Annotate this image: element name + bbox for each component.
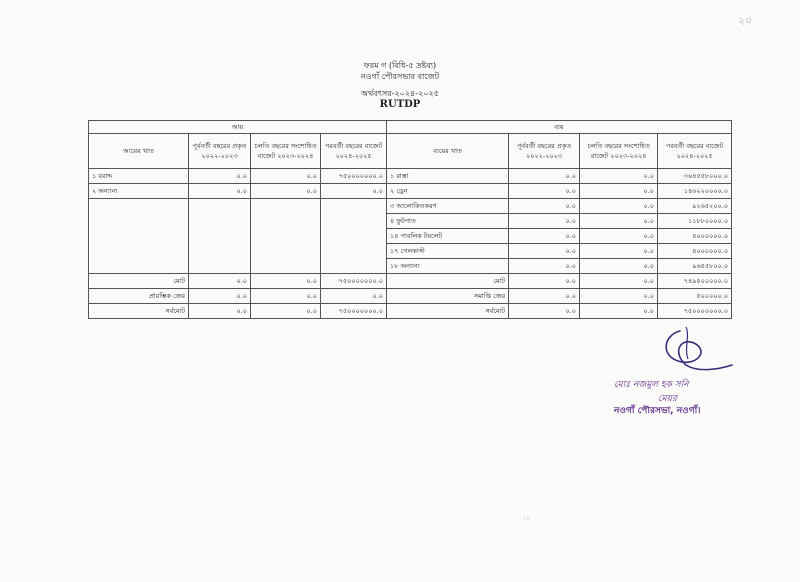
income-next-value: ৭৫০০০০০০০.০ xyxy=(321,274,387,289)
income-prev-value: ০.০ xyxy=(189,289,251,304)
expense-next-value: ৯৬৫৫৮০০.০ xyxy=(658,259,732,274)
mayor-office: নওগাঁ পৌরসভা, নওগাঁ। xyxy=(614,406,701,416)
expense-curr-value: ০.০ xyxy=(580,289,658,304)
expense-prev-value: ০.০ xyxy=(509,229,580,244)
income-item: ২ অন্যান্য xyxy=(89,184,189,199)
expense-section-header: ব্যয় xyxy=(387,121,732,134)
expense-item: ১৪ পাবলিক টয়লেট xyxy=(387,229,509,244)
table-row xyxy=(89,199,732,214)
income-next-budget-column: পরবর্তী বছরের বাজেট ২০২৪-২০২৫ xyxy=(321,134,387,169)
expense-next-value: ৭৪৯৫০০০০০.০ xyxy=(658,274,732,289)
mayor-signature-block xyxy=(610,325,780,415)
fiscal-year: অর্থবৎসর-২০২৪-২০২৫ xyxy=(361,89,439,98)
project-code: RUTDP xyxy=(379,99,421,110)
income-next-value: ০.০ xyxy=(321,289,387,304)
expense-next-value: ৯২৬৫২০০.০ xyxy=(658,199,732,214)
expense-curr-value: ০.০ xyxy=(580,229,658,244)
income-curr-value: ০.০ xyxy=(251,184,321,199)
expense-summary-label: সমাপ্তি জের xyxy=(387,289,509,304)
expense-item: ৩ আলোকিতকরণ xyxy=(387,199,509,214)
income-curr-value: ০.০ xyxy=(251,274,321,289)
signature-scribble xyxy=(650,325,740,375)
expense-next-value: ১১৮৮০০০০.০ xyxy=(658,214,732,229)
expense-prev-value: ০.০ xyxy=(509,274,580,289)
municipality-budget-title: নওগাঁ পৌরসভার বাজেট xyxy=(360,72,440,81)
mayor-title: মেয়র xyxy=(658,394,677,404)
income-summary-label: মোট xyxy=(89,274,189,289)
income-prev-value: ০.০ xyxy=(189,184,251,199)
income-head-column: আয়ের খাত xyxy=(89,134,189,169)
income-curr-value: ০.০ xyxy=(251,169,321,184)
faint-page-mark: ২৮ xyxy=(522,514,532,522)
income-prev-empty xyxy=(189,199,251,274)
expense-prev-value: ০.০ xyxy=(509,199,580,214)
expense-curr-value: ০.০ xyxy=(580,199,658,214)
expense-next-value: ৪০০০০০০.০ xyxy=(658,244,732,259)
mayor-name: মোঃ নজমুল হক সনি xyxy=(614,380,689,390)
total-row xyxy=(89,274,732,289)
document-header xyxy=(0,60,800,111)
expense-item: ১৮ অন্যান্য xyxy=(387,259,509,274)
income-current-revised-column: চলতি বছরের সংশোধিত বাজেট ২০২৩-২০২৪ xyxy=(251,134,321,169)
expense-summary-label: সর্বমোট xyxy=(387,304,509,319)
income-next-empty xyxy=(321,199,387,274)
expense-prev-value: ০.০ xyxy=(509,244,580,259)
expense-curr-value: ০.০ xyxy=(580,214,658,229)
expense-curr-value: ০.০ xyxy=(580,274,658,289)
grand-total-row xyxy=(89,304,732,319)
expense-item: ২ ড্রেন xyxy=(387,184,509,199)
expense-curr-value: ০.০ xyxy=(580,259,658,274)
expense-next-value: ৪০০০০০০.০ xyxy=(658,229,732,244)
expense-head-column: ব্যয়ের খাত xyxy=(387,134,509,169)
expense-next-value: ৫০০০০০.০ xyxy=(658,289,732,304)
income-section-header: আয় xyxy=(89,121,387,134)
expense-prev-value: ০.০ xyxy=(509,289,580,304)
expense-summary-label: মোট xyxy=(387,274,509,289)
income-next-value: ০.০ xyxy=(321,184,387,199)
expense-curr-value: ০.০ xyxy=(580,169,658,184)
expense-curr-value: ০.০ xyxy=(580,184,658,199)
income-item: ১ বরাদ্দ xyxy=(89,169,189,184)
income-item-empty xyxy=(89,199,189,274)
expense-current-revised-column: চলতি বছরের সংশোধিত বাজেট ২০২৩-২০২৪ xyxy=(580,134,658,169)
expense-item: ১ রাস্তা xyxy=(387,169,509,184)
expense-item: ১৭ গেলকাস্ট xyxy=(387,244,509,259)
expense-prev-value: ০.০ xyxy=(509,214,580,229)
budget-table xyxy=(88,120,732,319)
expense-prev-actual-column: পূর্ববর্তী বছরের প্রকৃত ২০২২-২০২৩ xyxy=(509,134,580,169)
income-summary-label: সর্বমোট xyxy=(89,304,189,319)
page-number: ২০ xyxy=(738,14,753,27)
income-prev-actual-column: পূর্ববর্তী বছরের প্রকৃত ২০২২-২০২৩ xyxy=(189,134,251,169)
expense-curr-value: ০.০ xyxy=(580,244,658,259)
balance-row xyxy=(89,289,732,304)
expense-item: ৪ ফুটপাত xyxy=(387,214,509,229)
expense-next-value: ৭৫০০০০০০০.০ xyxy=(658,304,732,319)
income-summary-label: প্রারম্ভিক জের xyxy=(89,289,189,304)
form-title: ফরম গ (বিধি-৫ দ্রষ্টব্য) xyxy=(363,61,437,70)
expense-prev-value: ০.০ xyxy=(509,304,580,319)
expense-curr-value: ০.০ xyxy=(580,304,658,319)
income-curr-value: ০.০ xyxy=(251,289,321,304)
income-curr-empty xyxy=(251,199,321,274)
table-row xyxy=(89,184,732,199)
income-prev-value: ০.০ xyxy=(189,274,251,289)
income-curr-value: ০.০ xyxy=(251,304,321,319)
expense-prev-value: ০.০ xyxy=(509,259,580,274)
expense-next-budget-column: পরবর্তী বছরের বাজেট ২০২৪-২০২৫ xyxy=(658,134,732,169)
expense-prev-value: ০.০ xyxy=(509,169,580,184)
income-prev-value: ০.০ xyxy=(189,304,251,319)
expense-prev-value: ০.০ xyxy=(509,184,580,199)
income-prev-value: ০.০ xyxy=(189,169,251,184)
expense-next-value: ৩৬৪৫৫৮০০০.০ xyxy=(658,169,732,184)
expense-next-value: ১৪৬২২০০০০.০ xyxy=(658,184,732,199)
income-next-value: ৭৫০০০০০০০.০ xyxy=(321,169,387,184)
income-next-value: ৭৫০০০০০০০.০ xyxy=(321,304,387,319)
table-row xyxy=(89,169,732,184)
